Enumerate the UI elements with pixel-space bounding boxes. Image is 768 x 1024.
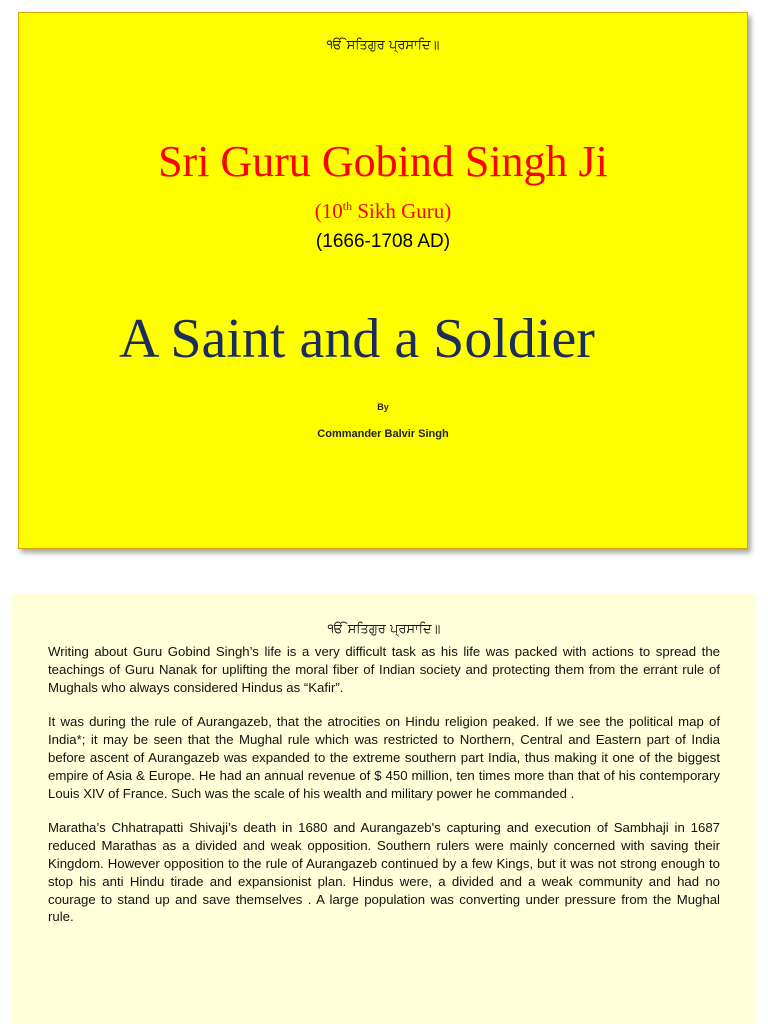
cover-tagline: A Saint and a Soldier xyxy=(119,308,595,370)
paragraph: Writing about Guru Gobind Singh’s life is a very difficult task as his life was packed with actions to spread the teachings of Guru Nanak for uplifting the moral fiber of Indian society and protecting them from the errant rule of Mughals who always considered Hindus as “Kafir”. xyxy=(48,644,720,695)
text-slide xyxy=(12,594,756,1024)
cover-subtitle xyxy=(19,199,747,224)
cover-title: Sri Guru Gobind Singh Ji xyxy=(158,137,608,186)
cover-years: (1666-1708 AD) xyxy=(315,231,451,252)
cover-by: By xyxy=(377,402,389,412)
cover-author: Commander Balvir Singh xyxy=(317,428,449,440)
cover-invocation: ੴ ਸਤਿਗੁਰ ਪ੍ਰਸਾਦਿ॥ xyxy=(326,38,440,53)
text-invocation: ੴ ਸਤਿਗੁਰ ਪ੍ਰਸਾਦਿ॥ xyxy=(327,622,441,637)
paragraph: Maratha’s Chhatrapatti Shivaji’s death in 1680 and Aurangazeb's capturing and execution of Sambhaji in 1687 reduced Marathas as a divided and weak opposition. Southern rulers were mainly concerned with saving their Kingdom. However opposition to the rule of Aurangazeb continued by a few Kings, but it was not strong enough to stop his anti Hindu tirade and expansionist plan. Hindus were, a divided and a weak community and had no courage to stand up and save themselves . A large population was converting under pressure from the Mughal rule. xyxy=(48,820,720,925)
paragraph: It was during the rule of Aurangazeb, that the atrocities on Hindu religion peaked. If we see the political map of India*; it may be seen that the Mughal rule which was restricted to Northern, Central and Eastern part of India before ascent of Aurangazeb was expanded to the extreme southern part India, thus making it one of the biggest empire of Asia & Europe. He had an annual revenue of $ 450 million, ten times more than that of his contemporary Louis XIV of France. Such was the scale of his wealth and military power he commanded . xyxy=(48,714,720,801)
subtitle-prefix: (10 xyxy=(314,199,343,223)
subtitle-suffix: Sikh Guru) xyxy=(352,199,452,223)
subtitle-superscript: th xyxy=(342,199,353,213)
cover-slide xyxy=(18,12,748,549)
